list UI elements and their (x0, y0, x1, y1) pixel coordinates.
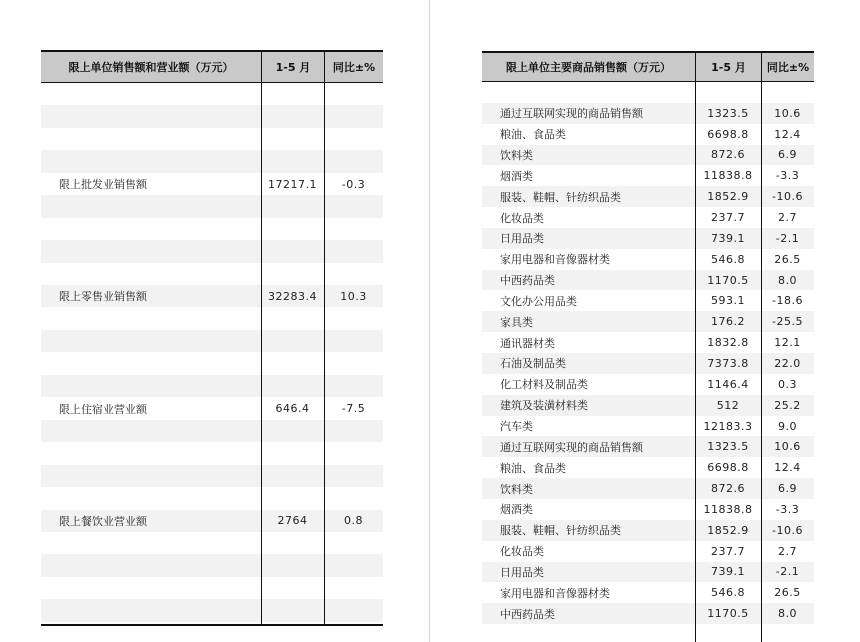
table-row (482, 603, 814, 624)
row-change (324, 599, 383, 621)
row-change (324, 218, 383, 240)
row-change (324, 240, 383, 262)
table-row (41, 308, 383, 330)
row-value: 6698.8 (707, 461, 749, 475)
table-row (41, 330, 383, 352)
header-period: 1-5 月 (261, 52, 324, 82)
row-label: 粮油、食品类 (500, 461, 566, 475)
row-value (261, 128, 324, 150)
row-value: 12183.3 (703, 419, 753, 433)
table-row (41, 173, 383, 195)
row-change (324, 487, 383, 509)
row-change: -10.6 (772, 190, 803, 204)
row-value: 546.8 (711, 252, 745, 266)
row-label (41, 263, 261, 285)
row-change: 0.3 (778, 377, 797, 391)
table-row (482, 332, 814, 353)
table-row (482, 353, 814, 374)
row-value: 11838.8 (703, 502, 753, 516)
right-commodity-table (482, 51, 814, 642)
row-change: -2.1 (775, 565, 800, 579)
row-change: 10.6 (774, 440, 801, 454)
table-row (41, 263, 383, 285)
row-change (324, 442, 383, 464)
left-sales-table (41, 50, 383, 626)
table-row (41, 83, 383, 105)
row-change (324, 577, 383, 599)
table-row (41, 577, 383, 599)
row-label: 家用电器和音像器材类 (500, 586, 610, 600)
row-label: 化妆品类 (500, 545, 544, 559)
row-label (41, 308, 261, 330)
table-row (482, 520, 814, 541)
row-change: -0.3 (341, 177, 366, 191)
row-value: 872.6 (711, 148, 745, 162)
row-change (324, 195, 383, 217)
column-divider (695, 82, 696, 642)
row-label: 日用品类 (500, 232, 544, 246)
table-row (41, 375, 383, 397)
row-value: 739.1 (711, 231, 745, 245)
table-row (482, 145, 814, 166)
row-label (41, 240, 261, 262)
row-change: -3.3 (775, 169, 800, 183)
row-value (261, 599, 324, 621)
row-value (261, 375, 324, 397)
row-label (41, 442, 261, 464)
row-value: 739.1 (711, 565, 745, 579)
row-value (261, 532, 324, 554)
table-row (482, 436, 814, 457)
row-label (41, 352, 261, 374)
row-value (261, 487, 324, 509)
row-change (324, 352, 383, 374)
row-change (324, 308, 383, 330)
row-change (324, 330, 383, 352)
row-change: 2.7 (778, 211, 797, 225)
header-title: 限上单位主要商品销售额（万元） (506, 61, 671, 74)
table-row (482, 541, 814, 562)
table-row (482, 186, 814, 207)
table-row (41, 442, 383, 464)
row-label: 石油及制品类 (500, 357, 566, 371)
row-value (261, 218, 324, 240)
row-value: 512 (716, 398, 740, 412)
table-row (41, 554, 383, 576)
row-value (261, 150, 324, 172)
table-row (482, 82, 814, 103)
row-change: -10.6 (772, 523, 803, 537)
row-change: -2.1 (775, 231, 800, 245)
row-label: 烟酒类 (500, 503, 533, 517)
row-value (261, 263, 324, 285)
header-change: 同比±% (761, 53, 814, 81)
row-label (41, 83, 261, 105)
row-change: 2.7 (778, 544, 797, 558)
table-row (482, 311, 814, 332)
table-row (482, 499, 814, 520)
row-value: 2764 (277, 514, 308, 528)
row-label: 日用品类 (500, 565, 544, 579)
row-label (41, 375, 261, 397)
table-row (41, 599, 383, 621)
row-value (261, 577, 324, 599)
row-value: 546.8 (711, 586, 745, 600)
table-row (41, 420, 383, 442)
row-value: 872.6 (711, 482, 745, 496)
row-change: 6.9 (778, 148, 797, 162)
row-value (261, 330, 324, 352)
row-label: 限上批发业销售额 (59, 178, 147, 192)
row-change: 12.4 (774, 461, 801, 475)
row-change: -25.5 (772, 315, 803, 329)
table-row (482, 124, 814, 145)
table-row (482, 165, 814, 186)
row-value (261, 105, 324, 127)
row-label (41, 330, 261, 352)
row-change: 6.9 (778, 482, 797, 496)
row-change (324, 83, 383, 105)
row-value (261, 420, 324, 442)
row-label (41, 150, 261, 172)
row-change: 8.0 (778, 273, 797, 287)
row-label: 通过互联网实现的商品销售额 (500, 107, 643, 121)
row-label: 化工材料及制品类 (500, 378, 588, 392)
table-row (482, 374, 814, 395)
column-divider (261, 83, 262, 624)
row-value: 646.4 (275, 402, 310, 416)
row-label (41, 105, 261, 127)
row-change (324, 150, 383, 172)
table-row (482, 207, 814, 228)
row-label: 家具类 (500, 315, 533, 329)
row-value: 1323.5 (707, 106, 749, 120)
row-value: 1832.8 (707, 336, 749, 350)
table-row (41, 285, 383, 307)
row-label: 服装、鞋帽、针纺织品类 (500, 524, 621, 538)
row-value: 237.7 (711, 211, 745, 225)
row-label: 服装、鞋帽、针纺织品类 (500, 190, 621, 204)
row-change (324, 375, 383, 397)
column-divider (324, 83, 325, 624)
row-label (482, 624, 695, 642)
row-label: 饮料类 (500, 482, 533, 496)
row-change: 26.5 (774, 252, 801, 266)
row-change: 8.0 (778, 607, 797, 621)
table-row (482, 416, 814, 437)
row-value: 7373.8 (707, 356, 749, 370)
row-label: 中西药品类 (500, 607, 555, 621)
row-change (324, 554, 383, 576)
row-value: 1852.9 (707, 190, 749, 204)
row-value: 237.7 (711, 544, 745, 558)
row-change (324, 532, 383, 554)
row-value: 6698.8 (707, 127, 749, 141)
row-value (261, 195, 324, 217)
row-label (41, 532, 261, 554)
table-row (482, 478, 814, 499)
row-value: 1170.5 (707, 273, 749, 287)
row-value (261, 352, 324, 374)
row-label: 建筑及装潢材料类 (500, 399, 588, 413)
row-change (324, 105, 383, 127)
row-label (41, 128, 261, 150)
page-divider (429, 0, 430, 642)
table-row (41, 397, 383, 419)
row-label: 限上餐饮业营业额 (59, 514, 147, 528)
row-value: 593.1 (711, 294, 745, 308)
row-label (41, 420, 261, 442)
header-change: 同比±% (324, 52, 383, 82)
table-row (482, 624, 814, 642)
row-change: 26.5 (774, 586, 801, 600)
row-label: 粮油、食品类 (500, 128, 566, 142)
row-label: 家用电器和音像器材类 (500, 253, 610, 267)
row-change: 10.3 (340, 289, 367, 303)
row-label: 限上住宿业营业额 (59, 402, 147, 416)
row-label (482, 82, 695, 103)
table-header (482, 51, 814, 82)
row-value: 1852.9 (707, 523, 749, 537)
row-value: 32283.4 (268, 289, 317, 303)
row-label: 化妆品类 (500, 211, 544, 225)
row-change: 12.1 (774, 336, 801, 350)
row-value (695, 82, 761, 103)
row-value: 17217.1 (268, 177, 317, 191)
table-row (41, 128, 383, 150)
row-value (261, 442, 324, 464)
row-label: 通过互联网实现的商品销售额 (500, 440, 643, 454)
row-label: 饮料类 (500, 148, 533, 162)
row-change: 12.4 (774, 127, 801, 141)
row-value (261, 240, 324, 262)
table-row (41, 465, 383, 487)
table-row (41, 150, 383, 172)
row-value: 176.2 (711, 315, 745, 329)
row-value: 11838.8 (703, 169, 753, 183)
header-title: 限上单位销售额和营业额（万元） (68, 61, 234, 74)
row-label: 中西药品类 (500, 274, 555, 288)
row-value (261, 308, 324, 330)
table-row (41, 218, 383, 240)
row-value: 1170.5 (707, 607, 749, 621)
row-change (761, 82, 814, 103)
row-value (695, 624, 761, 642)
table-row (41, 352, 383, 374)
table-bottom-rule (41, 624, 383, 626)
row-change: 25.2 (774, 398, 801, 412)
row-label: 通讯器材类 (500, 336, 555, 350)
row-change (761, 624, 814, 642)
row-change: 0.8 (344, 514, 363, 528)
table-row (41, 105, 383, 127)
row-label (41, 554, 261, 576)
column-divider (761, 82, 762, 642)
row-label (41, 487, 261, 509)
table-row (482, 291, 814, 312)
table-row (482, 249, 814, 270)
row-change: -3.3 (775, 502, 800, 516)
table-row (482, 582, 814, 603)
table-row (41, 532, 383, 554)
row-label (41, 599, 261, 621)
row-label (41, 195, 261, 217)
row-change: -18.6 (772, 294, 803, 308)
table-row (482, 562, 814, 583)
row-label (41, 218, 261, 240)
row-label (41, 465, 261, 487)
row-label: 汽车类 (500, 420, 533, 434)
row-value (261, 465, 324, 487)
row-value: 1323.5 (707, 440, 749, 454)
row-change: 10.6 (774, 106, 801, 120)
row-label: 文化办公用品类 (500, 294, 577, 308)
row-label: 烟酒类 (500, 169, 533, 183)
table-row (482, 270, 814, 291)
table-row (482, 457, 814, 478)
table-row (41, 195, 383, 217)
row-value (261, 554, 324, 576)
row-label: 限上零售业销售额 (59, 290, 147, 304)
row-change (324, 263, 383, 285)
row-value (261, 83, 324, 105)
row-label (41, 577, 261, 599)
table-row (482, 103, 814, 124)
row-change: 9.0 (778, 419, 797, 433)
row-change (324, 420, 383, 442)
row-change (324, 465, 383, 487)
table-row (482, 395, 814, 416)
row-change (324, 128, 383, 150)
table-row (41, 487, 383, 509)
row-change: -7.5 (341, 402, 366, 416)
row-change: 22.0 (774, 356, 801, 370)
table-header (41, 50, 383, 83)
table-row (41, 240, 383, 262)
row-value: 1146.4 (707, 377, 749, 391)
table-row (482, 228, 814, 249)
table-row (41, 510, 383, 532)
header-period: 1-5 月 (695, 53, 761, 81)
